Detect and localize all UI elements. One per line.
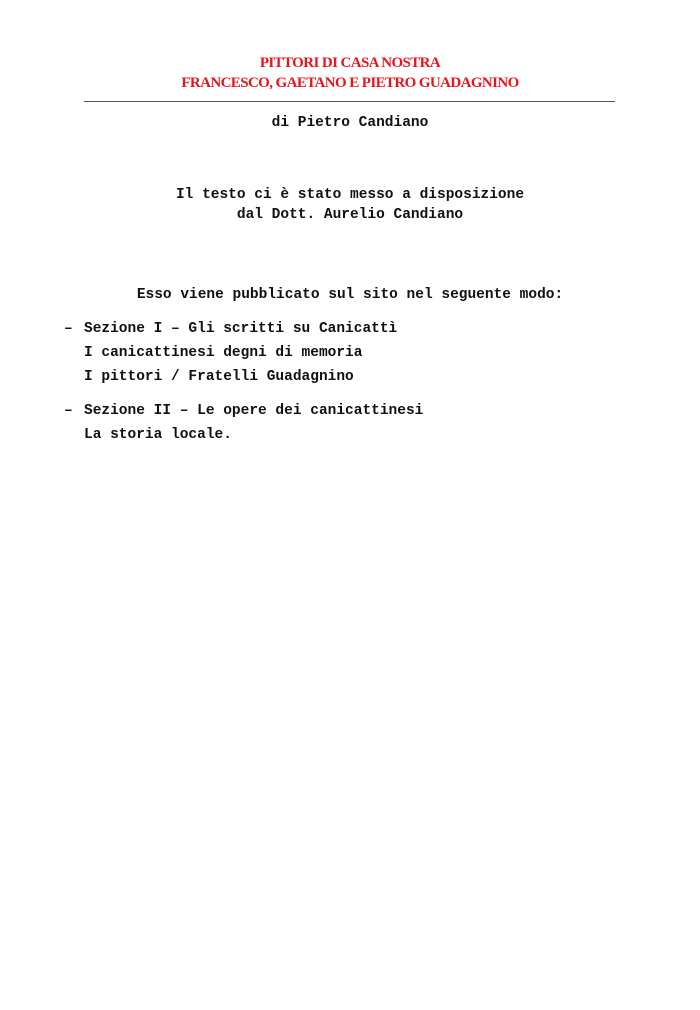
document-subtitle: FRANCESCO, GAETANO E PIETRO GUADAGNINO <box>181 75 519 91</box>
title-divider <box>84 101 615 102</box>
section-1-line-1: I canicattinesi degni di memoria <box>84 345 363 361</box>
section-2-heading: Sezione II – Le opere dei canicattinesi <box>84 403 424 419</box>
document-title: PITTORI DI CASA NOSTRA <box>259 55 441 71</box>
section-1-marker: – <box>64 321 73 337</box>
section-1-line-2: I pittori / Fratelli Guadagnino <box>84 369 354 385</box>
section-2-line-1: La storia locale. <box>84 427 232 443</box>
section-2-marker: – <box>64 403 73 419</box>
source-note-line-2: dal Dott. Aurelio Candiano <box>236 207 464 223</box>
source-note-line-1: Il testo ci è stato messo a disposizione <box>175 187 525 203</box>
publication-intro: Esso viene pubblicato sul sito nel seguente modo: <box>136 287 564 303</box>
author-byline: di Pietro Candiano <box>271 115 429 131</box>
section-1-heading: Sezione I – Gli scritti su Canicattì <box>84 321 398 337</box>
